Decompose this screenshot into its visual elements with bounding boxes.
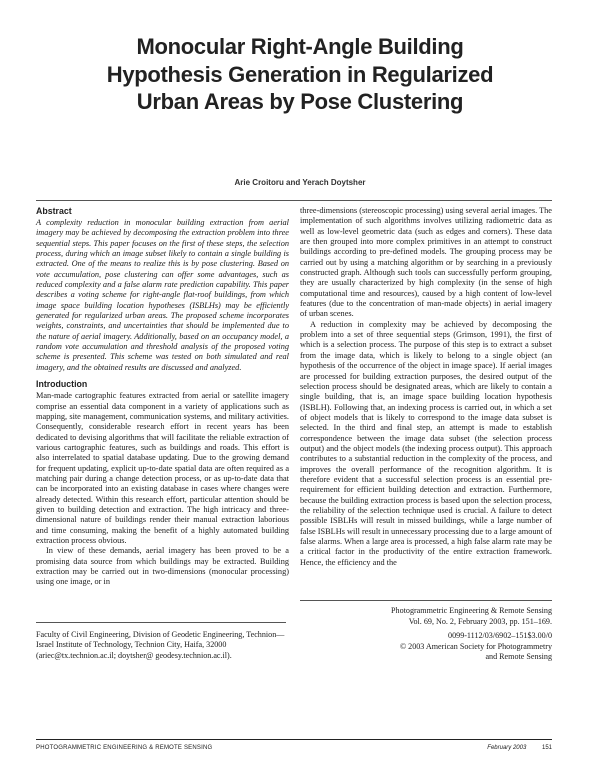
journal-code: 0099-1112/03/6902–151$3.00/0 (448, 631, 552, 640)
journal-rule (300, 600, 552, 601)
affiliation-rule (36, 622, 286, 623)
footer-right (487, 745, 552, 751)
footer-date: February 2003 (487, 745, 527, 751)
abstract-text: A complexity reduction in monocular building extraction from aerial imagery may be achieved by decomposing the extraction problem into three sequential steps. This paper focuses on the first of these steps, the selection process, during which an image subset likely to contain a single building is extracted. One of the means to realize this is by pose clustering. Based on vote accumulation, pose clustering can offer some advantages, such as reduced complexity and a false alarm rate prediction capability. This paper describes a voting scheme for right-angle flat-roof buildings, from which image space building location hypotheses (ISBLHs) may be efficiently generated for regularized urban areas. The proposed scheme incorporates weights, constraints, and uncertainties that should be implemented due to the nature of aerial imagery. Additionally, based on an occupancy model, a random vote accumulation and threshold analysis of the proposed voting scheme is presented. This scheme was tested on both simulated and real imagery, and the obtained results are discussed and analyzed. (36, 218, 289, 372)
paper-title: Monocular Right-Angle Building Hypothesis Generation in Regularized Urban Areas by Pose Clustering (106, 34, 494, 114)
journal-copyright: © 2003 American Society for Photogrammetry (399, 641, 552, 651)
journal-copyright-2: and Remote Sensing (485, 652, 552, 661)
affiliation-text: Faculty of Civil Engineering, Division of Geodetic Engineering, Technion—Israel Institute of Technology, Technion City, Haifa, 32000 (ariec@tx.technion.ac.il; doytsher@ geodesy.technion.ac.il). (36, 630, 285, 660)
authors: Arie Croitoru and Yerach Doytsher (234, 178, 366, 187)
right-paragraph-1: three-dimensions (stereoscopic processing) using several aerial images. The implementation of such algorithms involves utilizing radiometric data as well as low-level geometric data (such as edges and corners). These data are then grouped into more complex primitives in an attempt to construct buildings according to pre-defined models. The grouping process may be carried out by using a matching algorithm or by searching in a previously constructed graph. Although such tools can successfully perform grouping, they are usually characterized by high complexity (in the sense of high computational time and resources), caused by a high content of low-level features (due to the concentration of man-made objects) in aerial imagery of urban scenes. (300, 206, 552, 319)
journal-volume: Vol. 69, No. 2, February 2003, pp. 151–169. (408, 616, 552, 626)
abstract-heading: Abstract (36, 206, 72, 216)
journal-info (300, 606, 552, 663)
left-column (36, 206, 289, 588)
right-paragraph-2: A reduction in complexity may be achieved by decomposing the problem into a set of three sequential steps (Grimson, 1991), the first of which is a selection process. The purpose of this step is to extract a subset from the image data, which is likely to belong to a single object (an hypothesis of the occurrence of the object in image space). If aerial images are processed for building extraction purposes, the desired output of the selection process should be designated areas, which are likely to contain a single building, that is, an image space building location hypothesis (ISBLH). Following that, an indexing process is carried out, in which a set of object models that is likely to correspond to the image data subset is selected. In the third and final step, an attempt is made to establish correspondence between the image data subset (the selection process output) and the object models (the indexing process output). This approach contributes to a substantial reduction in the complexity of the process, and improves the overall performance of the recognition algorithm. It is therefore evident that a successful selection process is an essential pre-requirement for efficient building detection and extraction. Furthermore, because the building extraction process is based upon the selection process, the reliability of the selection technique used is crucial. A failure to detect possible ISBLHs will result in missed buildings, while a large number of false ISBLHs will result in unnecessary processing due to a large amount of false alarms. When a large area is processed, a high false alarm rate may be a critical factor in the productivity of the entire extraction framework. Hence, the efficiency and the (300, 319, 552, 567)
page-number: 151 (541, 745, 552, 751)
footer-rule (36, 739, 552, 740)
affiliation (36, 630, 286, 661)
journal-name: Photogrammetric Engineering & Remote Sensing (391, 606, 552, 615)
top-rule (36, 200, 552, 201)
intro-paragraph-2: In view of these demands, aerial imagery has been proved to be a promising data source from which buildings may be extracted. Building extraction may be carried out in two-dimensions (monocular processing) using one image, or in (36, 546, 289, 587)
footer-journal: PHOTOGRAMMETRIC ENGINEERING & REMOTE SENSING (36, 745, 213, 751)
introduction-heading: Introduction (36, 379, 88, 390)
page-footer (36, 745, 552, 755)
right-column (300, 206, 552, 568)
intro-paragraph-1: Man-made cartographic features extracted from aerial or satellite imagery comprise an essential data component in a variety of applications such as mapping, site management, communication systems, and military activities. Consequently, considerable research effort in recent years has been dedicated to devising algorithms that will facilitate the reliable extraction of various cartographic features, such as buildings and roads. This effort is also interrelated to spatial database updating. Due to the growing demand for frequent updating, explicit up-to-date spatial data are often required as a matching pair during a change detection process, or as up-to-date data that can be incorporated into an existing database in cases where changes were already detected. Within this research effort, particular attention should be given to building detection and extraction. The high intricacy and three-dimensional nature of buildings render their manual extraction laborious and time consuming, making the benefit of a highly automated building extraction process obvious. (36, 391, 289, 545)
